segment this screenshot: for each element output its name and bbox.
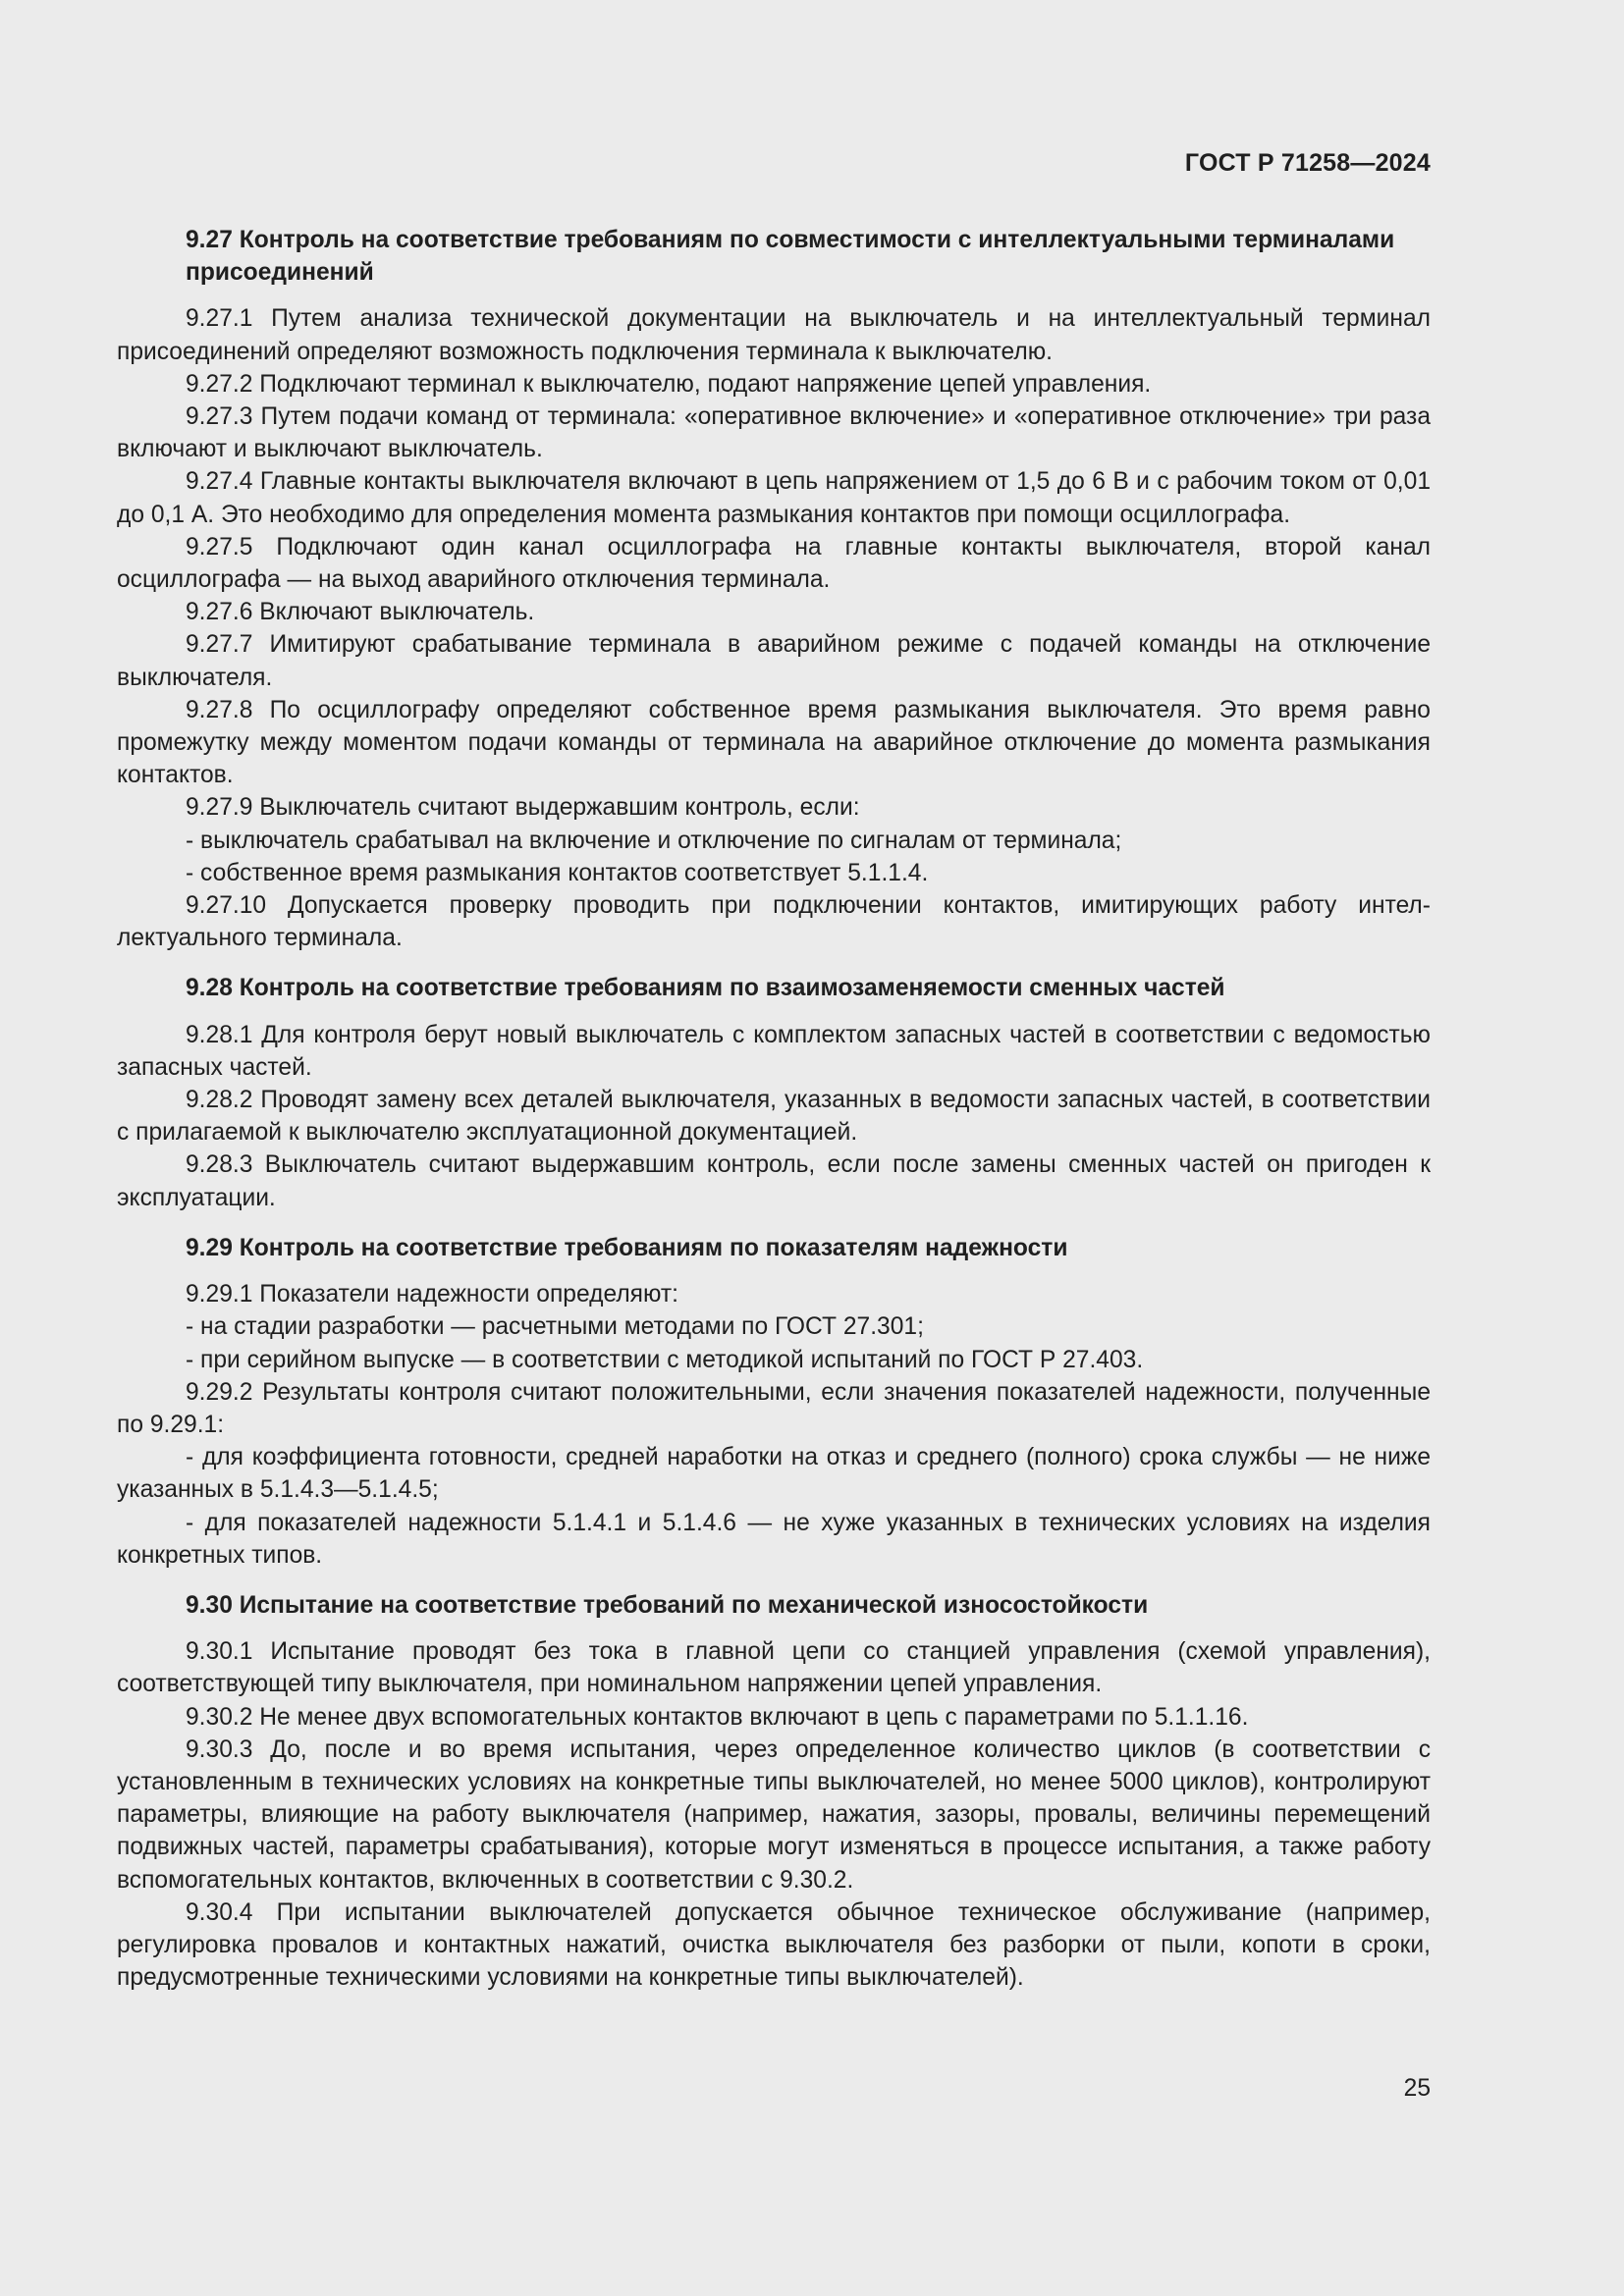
page-number: 25 <box>1403 2075 1431 2102</box>
paragraph: 9.30.3 До, после и во время испытания, через определенное количество циклов (в соответствии с установленным в технических условиях на конкретные типы выключателей, но менее 5000 циклов), контролируют параметры, влияющие на работу выключателя (например, нажатия, зазоры, провалы, величины перемещений подвижных частей, параметры срабатывания), которые могут изменяться в процессе испытания, а также работу вспомогательных контактов, включенных в соответствии с 9.30.2. <box>117 1735 1431 1894</box>
paragraph: 9.28.2 Проводят замену всех деталей выключателя, указанных в ведомости запасных частей, в соответствии с прилагаемой к выключателю эксплуатационной документацией. <box>117 1087 1431 1147</box>
section-9-27 <box>117 224 1431 954</box>
section-9-28 <box>117 972 1431 1213</box>
paragraph: 9.27.6 Включают выключатель. <box>186 599 535 626</box>
paragraph: 9.29.1 Показатели надежности определяют: <box>186 1281 678 1308</box>
list-item: - при серийном выпуске — в соответствии с методикой испытаний по ГОСТ Р 27.403. <box>186 1346 1144 1373</box>
paragraph: 9.27.3 Путем подачи команд от терминала: «оперативное включение» и «оперативное отключение» три раза включают и выключают выключатель. <box>117 403 1431 463</box>
paragraph: 9.27.8 По осциллографу определяют собственное время размыкания выключателя. Это время равно промежутку между моментом подачи команды от терминала на аварийное отключение до момента размыкания контактов. <box>117 696 1431 789</box>
paragraph: 9.28.3 Выключатель считают выдержавшим контроль, если после замены сменных частей он пригоден к эксплуатации. <box>117 1151 1431 1211</box>
list-item: - выключатель срабатывал на включение и отключение по сигналам от терминала; <box>186 827 1122 854</box>
section-9-30 <box>117 1589 1431 1994</box>
section-9-29 <box>117 1232 1431 1572</box>
section-heading: 9.28 Контроль на соответствие требованиям по взаимозаменяемости сменных частей <box>186 975 1225 1002</box>
list-item: - на стадии разработки — расчетными методами по ГОСТ 27.301; <box>186 1313 924 1341</box>
section-heading: 9.29 Контроль на соответствие требованиям по показателям надежности <box>186 1234 1068 1261</box>
document-header: ГОСТ Р 71258—2024 <box>1184 149 1431 177</box>
paragraph: 9.27.9 Выключатель считают выдержавшим контроль, если: <box>186 794 860 822</box>
paragraph: 9.27.2 Подключают терминал к выключателю, подают напряжение цепей управления. <box>186 370 1152 398</box>
list-item: - для коэффициента готовности, средней наработки на отказ и среднего (полного) срока службы — не ниже указанных в 5.1.4.3—5.1.4.5; <box>117 1444 1431 1504</box>
paragraph: 9.27.5 Подключают один канал осциллографа на главные контакты выключателя, второй канал осциллографа — на выход аварийного отключения терминала. <box>117 533 1431 594</box>
paragraph: 9.30.1 Испытание проводят без тока в главной цепи со станцией управления (схемой управления), соответствующей типу выключателя, при номинальном напряжении цепей управления. <box>117 1638 1431 1698</box>
document-body <box>117 224 1431 1994</box>
paragraph: 9.27.10 Допускается проверку проводить при подключении контактов, имитирующих работу интеллектуального терминала. <box>117 892 1431 952</box>
list-item: - для показателей надежности 5.1.4.1 и 5.1.4.6 — не хуже указанных в технических условиях на изделия конкретных типов. <box>117 1509 1431 1569</box>
paragraph: 9.30.2 Не менее двух вспомогательных контактов включают в цепь с параметрами по 5.1.1.16. <box>186 1703 1249 1731</box>
paragraph: 9.27.1 Путем анализа технической документации на выключатель и на интеллектуальный терминал присоединений определяют возможность подключения терминала к выключателю. <box>117 305 1431 365</box>
paragraph: 9.30.4 При испытании выключателей допускается обычное техническое обслуживание (например, регулировка провалов и контактных нажатий, очистка выключателя без разборки от пыли, копоти в сроки, предусмотренные техническими условиями на конкретные типы выключателей). <box>117 1898 1431 1992</box>
paragraph: 9.27.7 Имитируют срабатывание терминала в аварийном режиме с подачей команды на отключение выключателя. <box>117 631 1431 691</box>
section-heading: 9.27 Контроль на соответствие требованиям по совместимости с интеллектуальными терминалами присоединений <box>186 227 1395 287</box>
paragraph: 9.29.2 Результаты контроля считают положительными, если значения показателей надежности, полученные по 9.29.1: <box>117 1378 1431 1438</box>
list-item: - собственное время размыкания контактов соответствует 5.1.1.4. <box>186 859 929 886</box>
paragraph: 9.27.4 Главные контакты выключателя включают в цепь напряжением от 1,5 до 6 В и с рабочим током от 0,01 до 0,1 А. Это необходимо для определения момента размыкания контактов при помощи осциллографа. <box>117 468 1431 528</box>
paragraph: 9.28.1 Для контроля берут новый выключатель с комплектом запасных частей в соответствии с ведомостью запасных частей. <box>117 1021 1431 1081</box>
section-heading: 9.30 Испытание на соответствие требований по механической износостойкости <box>186 1591 1149 1619</box>
